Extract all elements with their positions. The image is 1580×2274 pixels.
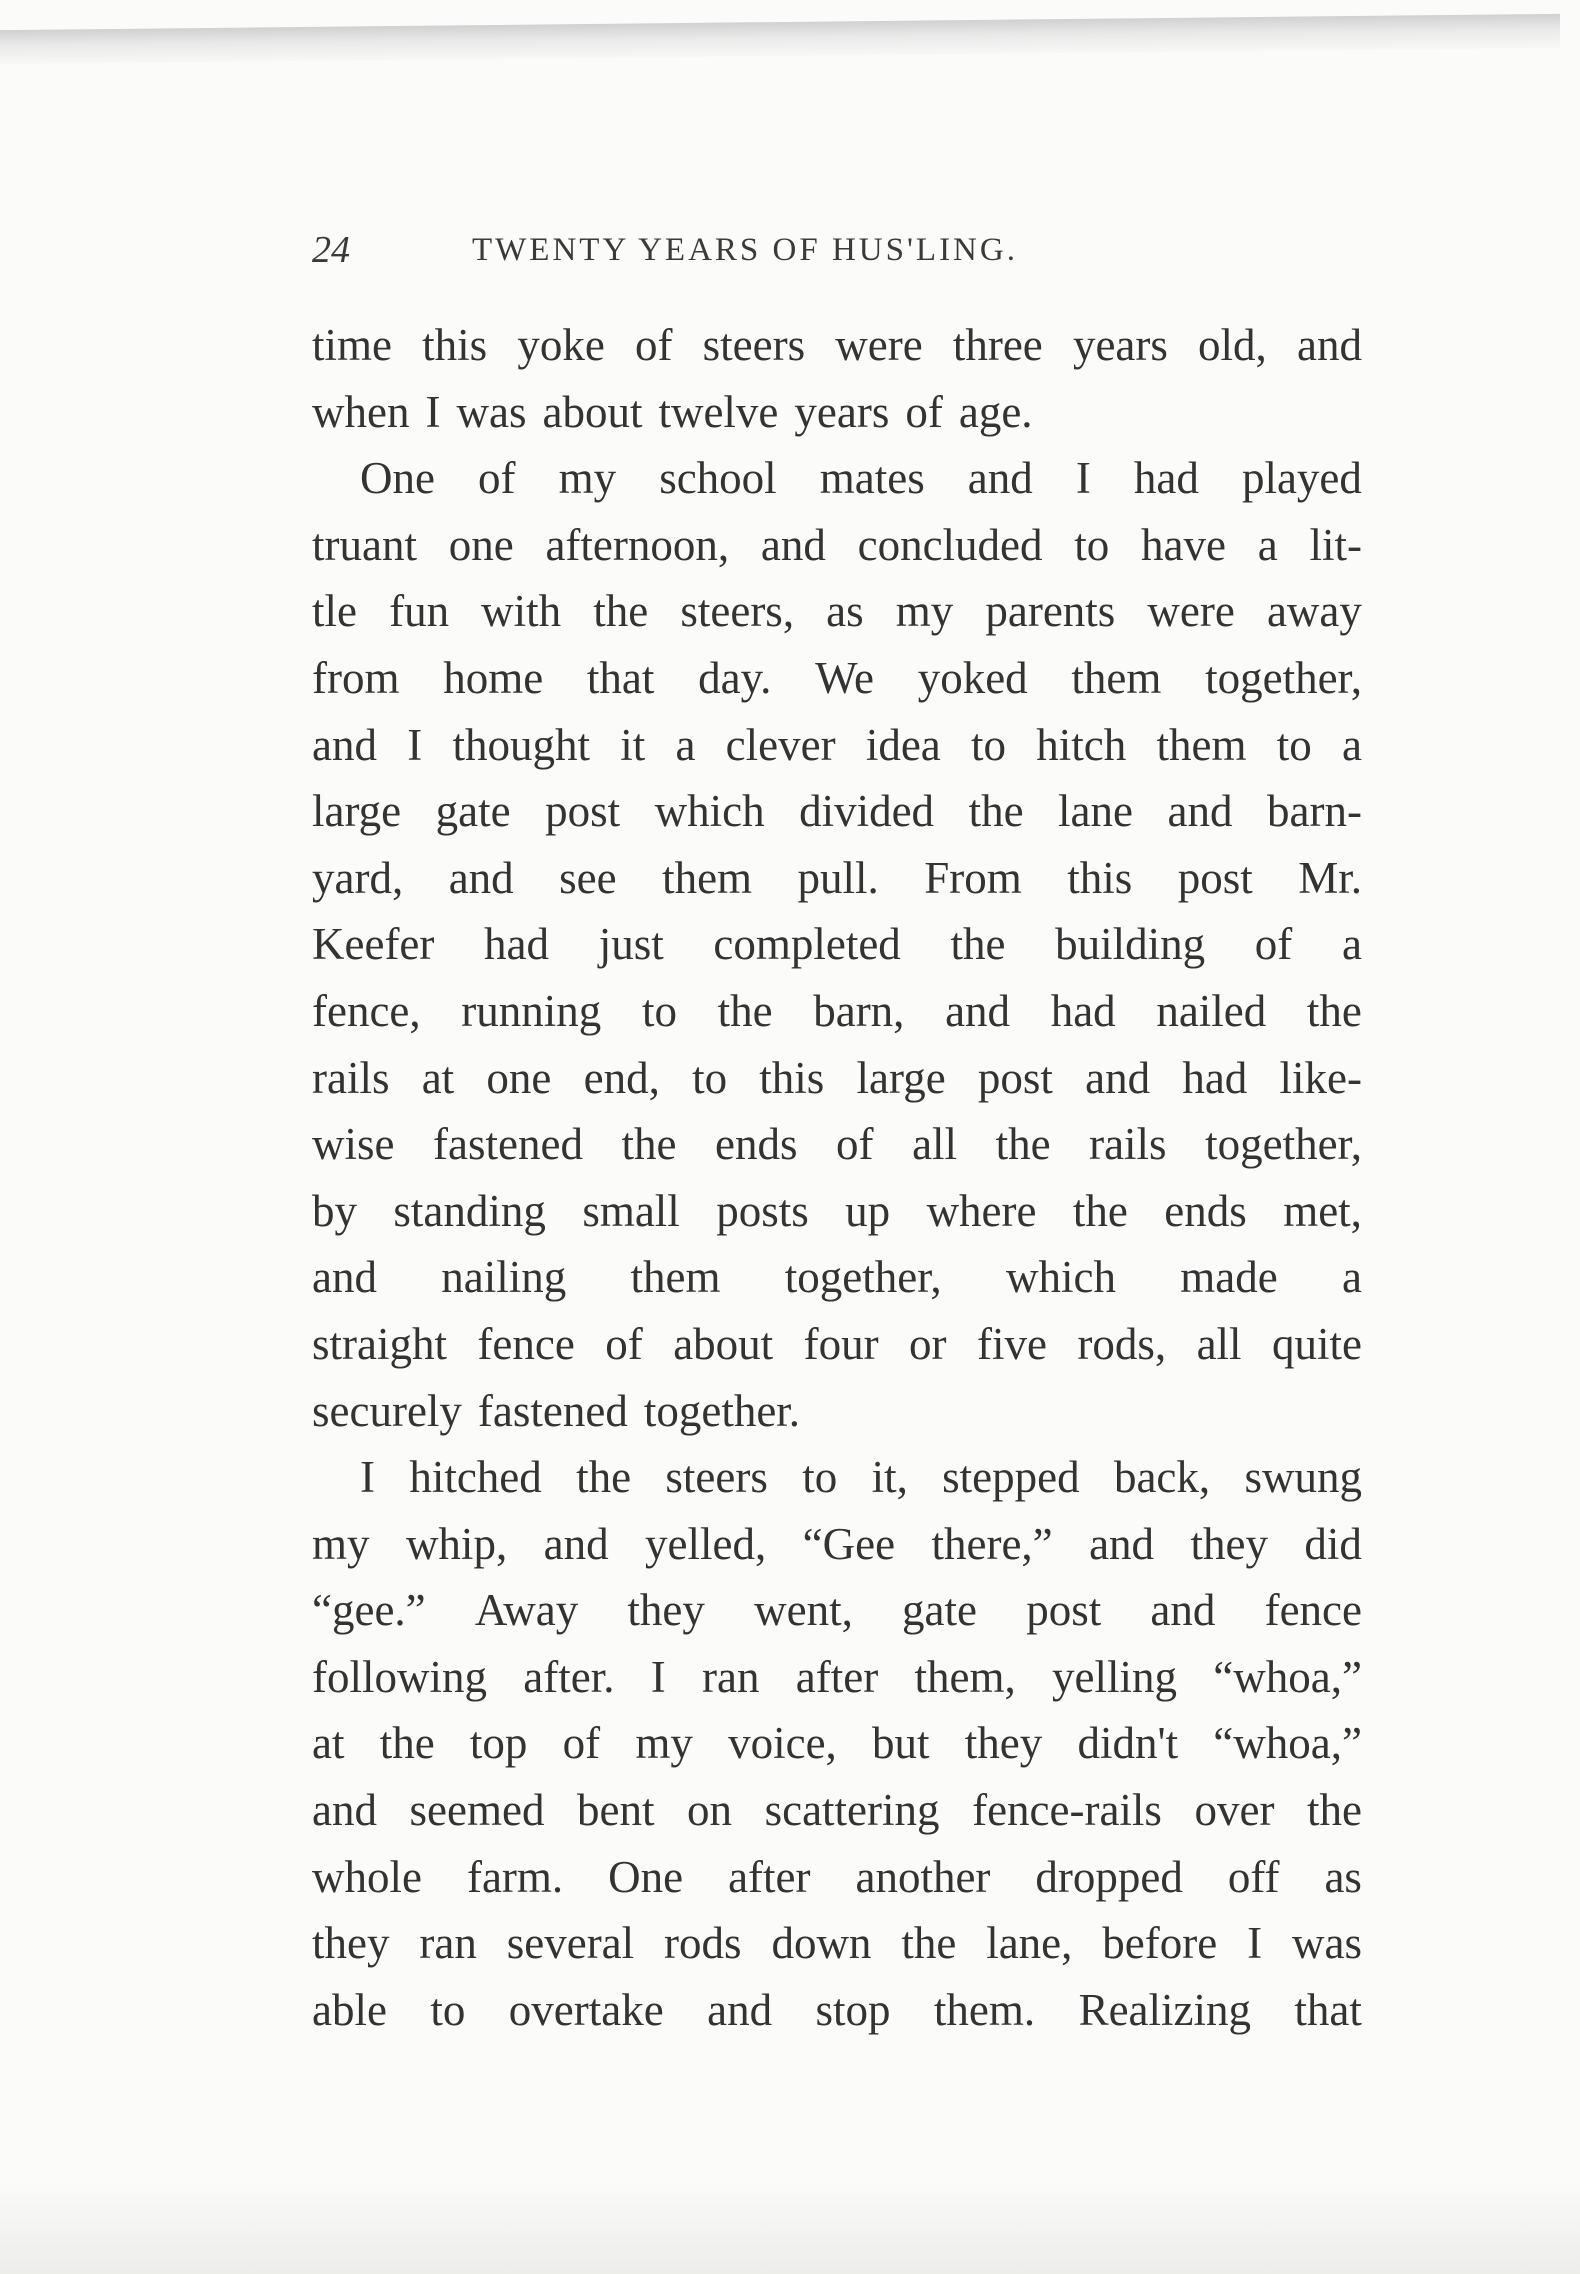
word: did (1304, 1518, 1362, 1569)
word: We (815, 652, 874, 703)
word: quite (1272, 1318, 1362, 1369)
text-line (312, 512, 1362, 579)
text-line (312, 1511, 1362, 1578)
word: post (545, 786, 621, 837)
word: and (1150, 1585, 1216, 1636)
text-line (312, 845, 1362, 912)
word: by (312, 1185, 357, 1236)
word: lane (1058, 786, 1133, 837)
text-line (312, 1910, 1362, 1977)
word: down (771, 1918, 872, 1969)
word: I (1075, 453, 1091, 504)
word: of (634, 320, 673, 370)
text-line (312, 1111, 1362, 1178)
word: school (659, 453, 777, 504)
word: made (1180, 1252, 1278, 1303)
word: idea (865, 719, 941, 770)
word: played (1241, 453, 1362, 504)
word: From (924, 852, 1022, 903)
word: twelve (658, 386, 779, 437)
word: were (835, 320, 923, 370)
word: had (1050, 985, 1116, 1036)
word: stepped (942, 1452, 1080, 1503)
word: the (576, 1452, 632, 1503)
word: ends (715, 1119, 798, 1170)
word: all (912, 1119, 958, 1170)
word: and (312, 719, 377, 770)
word: this (759, 1052, 825, 1103)
word: fence, (312, 985, 421, 1036)
word: gate (435, 786, 511, 837)
word: as (1324, 1851, 1362, 1902)
word: with (481, 586, 562, 637)
word: a (1341, 919, 1362, 970)
word: the (593, 586, 649, 637)
word: and (543, 1518, 609, 1569)
word: fence-rails (972, 1785, 1162, 1836)
text-line (312, 712, 1362, 779)
word: over (1194, 1785, 1275, 1836)
word: following (312, 1651, 487, 1702)
word: away (1266, 586, 1362, 637)
word: nailing (441, 1252, 567, 1303)
word: ran (419, 1918, 477, 1969)
word: and (1089, 1518, 1155, 1569)
word: ran (702, 1651, 760, 1702)
word: the (621, 1119, 677, 1170)
word: yelling (1052, 1651, 1177, 1702)
text-line (312, 1577, 1362, 1644)
word: three (952, 320, 1043, 370)
word: post (977, 1052, 1053, 1103)
text-line (312, 1644, 1362, 1711)
word: they (964, 1718, 1043, 1769)
word: at (312, 1718, 345, 1769)
word: was (1292, 1918, 1362, 1969)
word: the (968, 786, 1024, 837)
word: the (901, 1918, 957, 1969)
word: the (1307, 1785, 1362, 1836)
word: seemed (409, 1785, 545, 1836)
word: overtake (508, 1984, 664, 2035)
word: standing (393, 1185, 546, 1236)
word: years (794, 386, 890, 437)
word: to (971, 719, 1007, 770)
word: of (605, 1318, 643, 1369)
word: large (312, 786, 402, 837)
word: steers (665, 1452, 768, 1503)
word: post (1177, 852, 1253, 903)
word: building (1055, 919, 1206, 970)
word: met, (1283, 1185, 1362, 1236)
text-line (312, 1710, 1362, 1777)
word: was (456, 386, 527, 437)
word: see (559, 852, 617, 903)
word: truant (312, 519, 417, 570)
word: able (312, 1984, 387, 2035)
word: my (558, 453, 617, 504)
page-header (312, 228, 1362, 288)
word: five (976, 1318, 1047, 1369)
word: another (855, 1851, 991, 1902)
word: top (469, 1718, 528, 1769)
word: had (1182, 1052, 1248, 1103)
word: lane, (986, 1918, 1073, 1969)
word: and (1085, 1052, 1151, 1103)
word: and (707, 1984, 773, 2035)
word: One (608, 1851, 684, 1902)
word: back, (1113, 1452, 1211, 1503)
word: on (687, 1785, 733, 1836)
word: Keefer (312, 919, 435, 970)
word: it, (871, 1452, 908, 1503)
word: gate (902, 1585, 977, 1636)
word: off (1227, 1851, 1280, 1902)
word: fence (1264, 1585, 1362, 1636)
word: together, (1205, 1119, 1362, 1170)
word: the (995, 1119, 1051, 1170)
word: together, (1205, 652, 1362, 703)
word: of (905, 386, 943, 437)
word: there,” (931, 1518, 1053, 1569)
word: all (1196, 1318, 1242, 1369)
text-line (312, 312, 1362, 379)
word: that (1294, 1984, 1362, 2035)
running-title: TWENTY YEARS OF HUS'LING. (472, 232, 1018, 268)
word: “Gee (802, 1518, 896, 1569)
word: about (542, 386, 643, 437)
word: securely (312, 1385, 462, 1436)
text-line (312, 645, 1362, 712)
page-number: 24 (312, 229, 350, 271)
word: four (803, 1318, 879, 1369)
word: steers (702, 320, 806, 370)
word: One (360, 453, 435, 504)
word: that (586, 652, 655, 703)
word: they (627, 1585, 705, 1636)
word: voice, (728, 1718, 837, 1769)
word: “whoa,” (1213, 1651, 1362, 1702)
page-top-edge-shadow (0, 14, 1560, 64)
text-line (312, 1977, 1362, 2044)
word: farm. (466, 1851, 564, 1902)
word: one (448, 519, 514, 570)
word: this (422, 320, 488, 370)
word: them. (933, 1984, 1036, 2035)
word: a (1341, 719, 1362, 770)
word: tle (312, 586, 357, 637)
word: fence (477, 1318, 575, 1369)
word: it (620, 719, 646, 770)
word: them (1156, 719, 1247, 770)
word: after. (523, 1651, 615, 1702)
word: after (795, 1651, 879, 1702)
word: to (1074, 519, 1110, 570)
word: to (692, 1052, 728, 1103)
word: running (461, 985, 602, 1036)
word: Realizing (1078, 1984, 1252, 2035)
text-line (312, 978, 1362, 1045)
word: went, (754, 1585, 853, 1636)
word: parents (985, 586, 1116, 637)
word: lit- (1309, 519, 1362, 570)
word: fun (389, 586, 450, 637)
word: yelled, (645, 1518, 767, 1569)
word: which (654, 786, 765, 837)
word: when (312, 386, 410, 437)
text-line (312, 911, 1362, 978)
word: and (967, 453, 1033, 504)
word: and (760, 519, 826, 570)
word: scattering (764, 1785, 940, 1836)
word: yoked (917, 652, 1028, 703)
word: I (407, 719, 423, 770)
word: at (421, 1052, 455, 1103)
word: a (1257, 519, 1278, 570)
text-line (312, 1444, 1362, 1511)
word: day. (698, 652, 772, 703)
word: hitch (1036, 719, 1127, 770)
word: had (484, 919, 550, 970)
word: I (1247, 1918, 1263, 1969)
word: a (675, 719, 696, 770)
word: or (909, 1318, 947, 1369)
word: the (717, 985, 773, 1036)
text-line (312, 1045, 1362, 1112)
word: had (1133, 453, 1199, 504)
word: completed (713, 919, 901, 970)
word: time (312, 320, 392, 370)
word: and (312, 1252, 377, 1303)
word: and (312, 1785, 377, 1836)
word: old, (1198, 320, 1267, 370)
word: my (635, 1718, 693, 1769)
word: Mr. (1298, 852, 1362, 903)
word: this (1067, 852, 1133, 903)
word: rails (312, 1052, 390, 1103)
word: rails (1089, 1119, 1167, 1170)
word: where (926, 1185, 1037, 1236)
word: stop (815, 1984, 891, 2035)
word: but (872, 1718, 930, 1769)
word: of (478, 453, 516, 504)
text-line (312, 1244, 1362, 1311)
word: of (836, 1119, 874, 1170)
word: my (895, 586, 954, 637)
word: divided (799, 786, 935, 837)
word: and (1167, 786, 1233, 837)
word: whip, (405, 1518, 508, 1569)
text-line (312, 778, 1362, 845)
word: fastened (433, 1119, 583, 1170)
word: they (1190, 1518, 1268, 1569)
word: about (673, 1318, 774, 1369)
word: the (379, 1718, 435, 1769)
word: were (1147, 586, 1235, 637)
word: from (312, 652, 400, 703)
word: I (425, 386, 441, 437)
word: mates (819, 453, 925, 504)
word: to (802, 1452, 838, 1503)
word: one (486, 1052, 552, 1103)
word: straight (312, 1318, 447, 1369)
word: to (1276, 719, 1312, 770)
word: which (1005, 1252, 1116, 1303)
word: thought (452, 719, 590, 770)
word: dropped (1035, 1851, 1183, 1902)
word: the (1072, 1185, 1128, 1236)
word: them (662, 852, 753, 903)
word: and (448, 852, 514, 903)
word: barn- (1266, 786, 1362, 837)
word: and (1296, 320, 1362, 370)
word: rods, (1077, 1318, 1167, 1369)
word: pull. (797, 852, 879, 903)
word: barn, (813, 985, 905, 1036)
word: Away (474, 1585, 579, 1636)
text-line (312, 1378, 1362, 1445)
word: just (598, 919, 664, 970)
word: afternoon, (545, 519, 730, 570)
word: posts (716, 1185, 809, 1236)
word: I (360, 1452, 375, 1503)
word: before (1102, 1918, 1218, 1969)
word: have (1141, 519, 1226, 570)
word: after (728, 1851, 811, 1902)
word: post (1026, 1585, 1102, 1636)
word: whole (312, 1851, 422, 1902)
word: together, (784, 1252, 942, 1303)
word: concluded (857, 519, 1043, 570)
word: fastened (477, 1385, 628, 1436)
word: didn't (1077, 1718, 1179, 1769)
text-line (312, 1777, 1362, 1844)
word: my (312, 1518, 370, 1569)
word: yard, (312, 852, 404, 903)
word: steers, (680, 586, 795, 637)
word: ends (1164, 1185, 1247, 1236)
text-line (312, 1844, 1362, 1911)
word: nailed (1156, 985, 1267, 1036)
word: yoke (517, 320, 605, 370)
word: home (443, 652, 544, 703)
text-line (312, 1178, 1362, 1245)
word: bent (577, 1785, 655, 1836)
word: the (950, 919, 1006, 970)
word: hitched (409, 1452, 542, 1503)
word: small (582, 1185, 680, 1236)
word: up (845, 1185, 891, 1236)
word: large (856, 1052, 946, 1103)
word: age. (958, 386, 1033, 437)
text-line (312, 1311, 1362, 1378)
word: I (650, 1651, 666, 1702)
word: years (1072, 320, 1168, 370)
text-line (312, 379, 1362, 446)
text-line (312, 445, 1362, 512)
word: clever (725, 719, 836, 770)
word: like- (1279, 1052, 1362, 1103)
body-text (312, 312, 1362, 2043)
word: “whoa,” (1213, 1718, 1362, 1769)
word: them (1071, 652, 1162, 703)
word: “gee.” (312, 1585, 426, 1636)
word: a (1341, 1252, 1362, 1303)
word: swung (1244, 1452, 1362, 1503)
page-bottom-edge (0, 2180, 1580, 2274)
word: of (1254, 919, 1293, 970)
word: and (945, 985, 1011, 1036)
word: end, (583, 1052, 660, 1103)
word: wise (312, 1119, 395, 1170)
word: the (1306, 985, 1362, 1036)
word: several (506, 1918, 635, 1969)
word: they (312, 1918, 390, 1969)
word: them (630, 1252, 721, 1303)
word: to (641, 985, 677, 1036)
word: as (826, 586, 864, 637)
word: rods (664, 1918, 742, 1969)
word: to (430, 1984, 466, 2035)
word: them, (914, 1651, 1016, 1702)
word: of (562, 1718, 601, 1769)
text-line (312, 578, 1362, 645)
word: together. (643, 1385, 801, 1436)
